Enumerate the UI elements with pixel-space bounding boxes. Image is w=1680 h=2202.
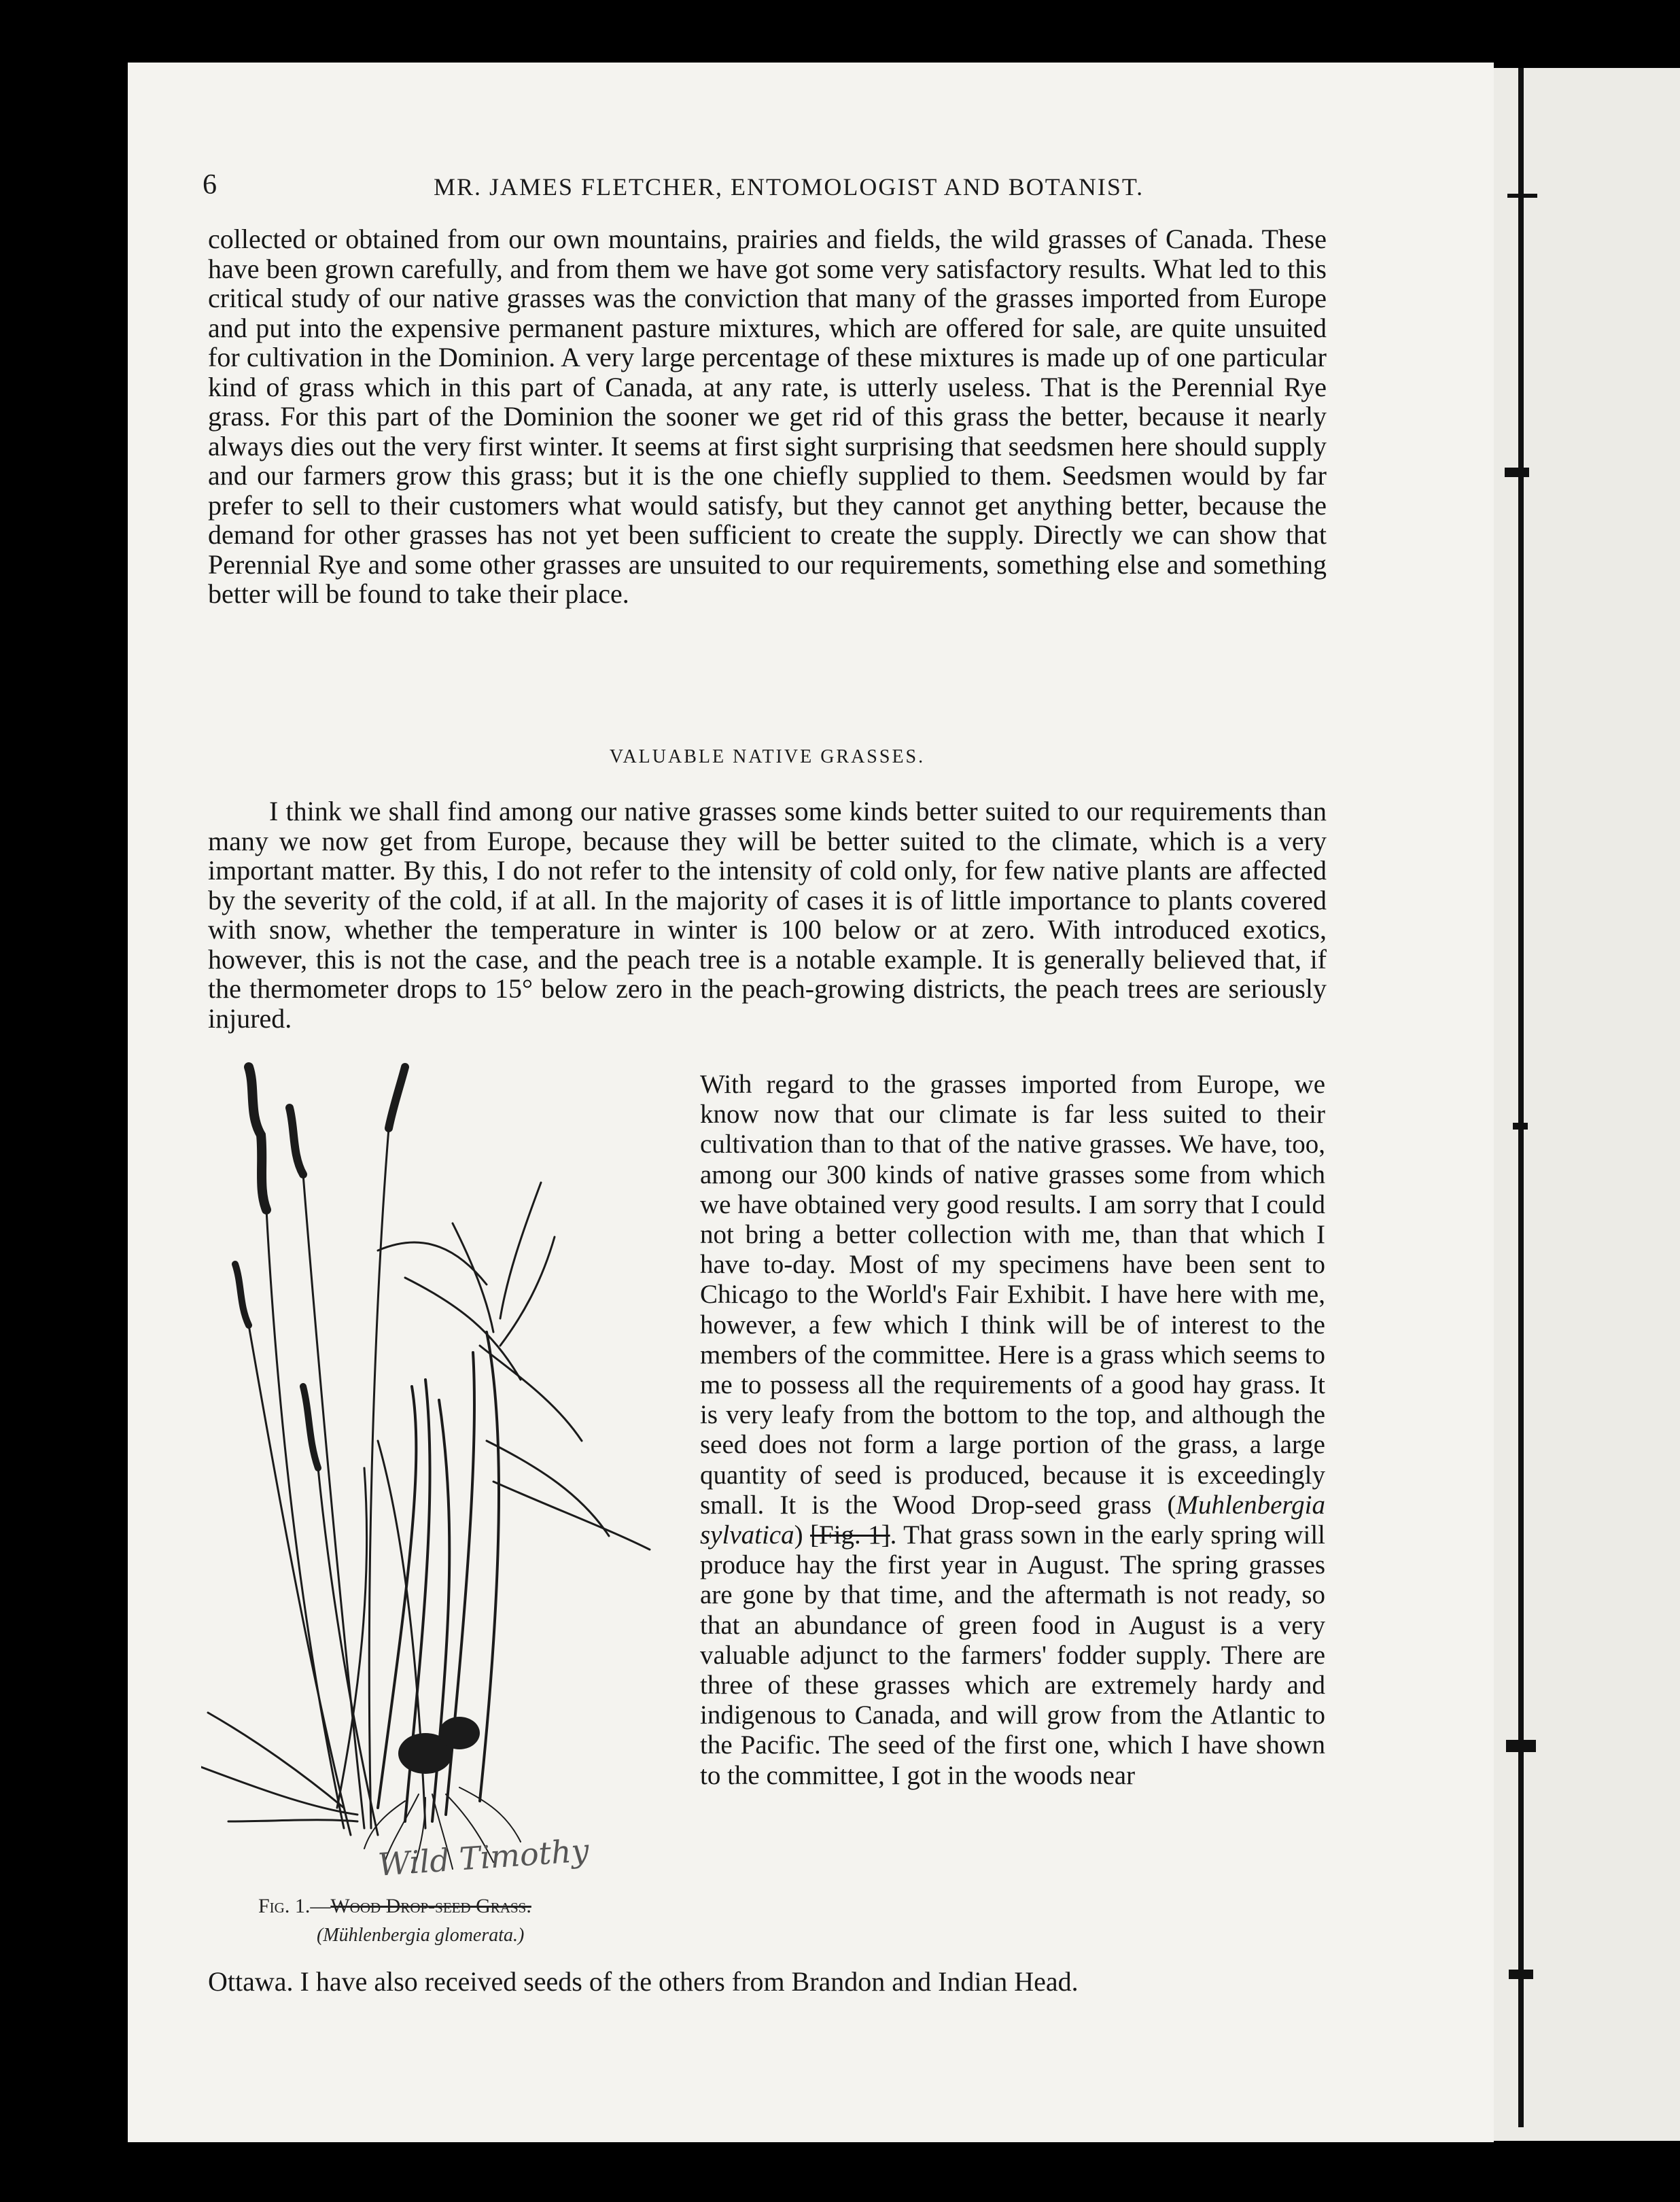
caption-species: (Mühlenbergia glomerata.) bbox=[317, 1925, 525, 1946]
running-header bbox=[203, 169, 1331, 203]
closing-line: Ottawa. I have also received seeds of the others from Brandon and Indian Head. bbox=[208, 1966, 1079, 1997]
page-number: 6 bbox=[203, 169, 217, 200]
paragraph-3-text-a: With regard to the grasses imported from Europe, we know now that our climate is far less suited to their cultivation than to that of the native grasses. We have, too, among our 300 kinds of native grasses some from which we have obtained very good results. I am sorry that I could not bring a better collection with me, than that which I have to-day. Most of my specimens have been sent to Chicago to the World's Fair Exhibit. I have here with me, however, a few which I think will be of interest to the members of the committee. Here is a grass which seems to me to possess all the requirements of a good hay grass. It is very leafy from the bottom to the top, and although the seed does not form a large portion of the grass, a large quantity of seed is produced, because it is exceedingly small. It is the Wood Drop-seed grass ( bbox=[700, 1070, 1325, 1520]
paragraph-3-text-b: . That grass sown in the early spring will produce hay the first year in August. The spring grasses are gone by that time, and the aftermath is not ready, so that an abundance of green food in August is a very valuable adjunct to the farmers' fodder supply. There are three of these grasses which are extremely hardy and indigenous to Canada, and will grow from the Atlantic to the Pacific. The seed of the first one, which I have shown to the committee, I got in the woods near bbox=[700, 1520, 1325, 1790]
figure-caption bbox=[258, 1895, 639, 1946]
species-name: Muhlenbergia sylvatica bbox=[700, 1490, 1325, 1550]
figure-reference: [Fig. 1] bbox=[810, 1520, 890, 1550]
grass-illustration bbox=[201, 1060, 690, 1876]
caption-prefix: Fig. 1.— bbox=[258, 1895, 331, 1917]
spine-tick bbox=[1505, 468, 1529, 477]
paragraph-1: collected or obtained from our own mountains, prairies and fields, the wild grasses of Canada. These have been grown carefully, and from them we have got some very satisfactory results. What led to this critical study of our native grasses was the conviction that many of the grasses imported from Europe and put into the expensive permanent pasture mixtures, which are offered for sale, are quite unsuited for cultivation in the Dominion. A very large percentage of these mixtures is made up of one particular kind of grass which in this part of Canada, at any rate, is utterly useless. That is the Perennial Rye grass. For this part of the Dominion the sooner we get rid of this grass the better, because it nearly always dies out the very first winter. It seems at first sight surprising that seedsmen here should supply and our farmers grow this grass; but it is the one chiefly supplied to them. Seedsmen would by far prefer to sell to their customers what would satisfy, but they cannot get anything better, because the demand for other grasses has not yet been sufficient to create the supply. Directly we can show that Perennial Rye and some other grasses are unsuited to our requirements, something else and something better will be found to take their place. bbox=[208, 224, 1327, 609]
page-spine bbox=[1518, 68, 1524, 2127]
paragraph-3: With regard to the grasses imported from Europe, we know now that our climate is far less suited to their cultivation than to that of the native grasses. We have, too, among our 300 kinds of native grasses some from which we have obtained very good results. I am sorry that I could not bring a better collection with me, than that which I have to-day. Most of my specimens have been sent to Chicago to the World's Fair Exhibit. I have here with me, however, a few which I think will be of interest to the members of the committee. Here is a grass which seems to me to possess all the requirements of a good hay grass. It is very leafy from the bottom to the top, and although the seed does not form a large portion of the grass, a large quantity of seed is produced, because it is exceedingly small. It is the Wood Drop-seed grass (Muhlenbergia sylvatica) [Fig. 1]. That grass sown in the early spring will produce hay the first year in August. The spring grasses are gone by that time, and the aftermath is not ready, so that an abundance of green food in August is a very valuable adjunct to the farmers' fodder supply. There are three of these grasses which are extremely hardy and indigenous to Canada, and will grow from the Atlantic to the Pacific. The seed of the first one, which I have shown to the committee, I got in the woods near bbox=[700, 1070, 1325, 1790]
spine-tick bbox=[1513, 1123, 1528, 1130]
caption-struck-title: Wood Drop-seed Grass. bbox=[330, 1895, 531, 1917]
section-heading: VALUABLE NATIVE GRASSES. bbox=[609, 746, 926, 767]
spine-tick bbox=[1507, 194, 1537, 198]
spine-tick bbox=[1506, 1740, 1536, 1752]
handwritten-note: Wild Timothy bbox=[377, 1832, 591, 1883]
paragraph-2: I think we shall find among our native grasses some kinds better suited to our requirements than many we now get from Europe, because they will be better suited to the climate, which is a very important matter. By this, I do not refer to the intensity of cold only, for few native plants are affected by the severity of the cold, if at all. In the majority of cases it is of little importance to plants covered with snow, whether the temperature in winter is 100 below or at zero. With introduced exotics, however, this is not the case, and the peach tree is a notable example. It is generally believed that, if the thermometer drops to 15° below zero in the peach-growing districts, the peach trees are seriously injured. bbox=[208, 796, 1327, 1034]
spine-tick bbox=[1509, 1970, 1533, 1979]
running-title: MR. JAMES FLETCHER, ENTOMOLOGIST AND BOTANIST. bbox=[434, 173, 1144, 200]
